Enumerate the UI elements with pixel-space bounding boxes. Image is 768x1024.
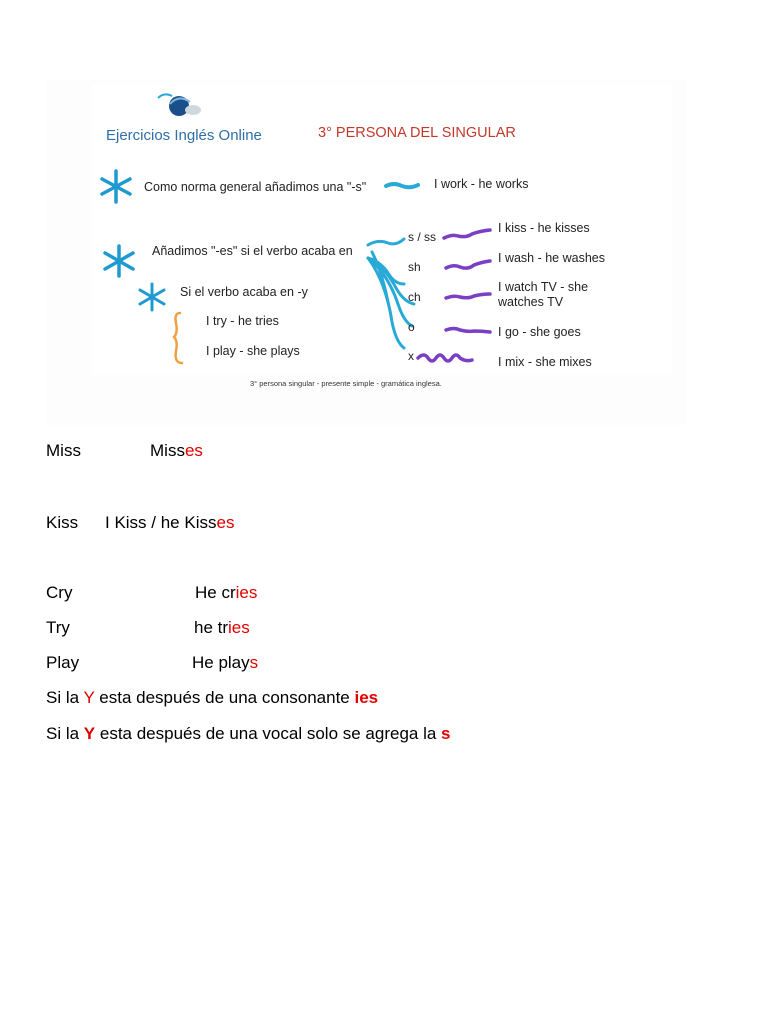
example-watch-2: watches TV (498, 295, 564, 309)
example-try: I try - he tries (206, 314, 279, 328)
rule-suffix: ies (354, 688, 379, 707)
example-kiss: I kiss - he kisses (498, 221, 590, 235)
brand-name: Ejercicios Inglés Online (106, 127, 262, 144)
example-watch-1: I watch TV - she (498, 280, 589, 294)
note-form-play (192, 653, 258, 673)
rule-vowel-y (46, 724, 451, 744)
note-form-kiss (105, 513, 234, 533)
form-suffix: s (249, 653, 259, 672)
form-plain: he tr (194, 618, 229, 637)
rule-y-ending: Si el verbo acaba en -y (180, 285, 308, 299)
infographic-svg (46, 80, 686, 425)
rule-text: Si la (46, 688, 84, 707)
ending-sh: sh (408, 260, 421, 274)
form-plain: I Kiss / he Kiss (105, 513, 217, 532)
rule-text: esta después de una consonante (94, 688, 355, 707)
verb-word: Try (46, 618, 70, 637)
rule-letter-y: Y (83, 724, 96, 743)
form-plain: Miss (150, 441, 185, 460)
form-suffix: ies (228, 618, 250, 637)
note-form-try (194, 618, 250, 638)
form-suffix: ies (235, 583, 258, 602)
rule-general-s: Como norma general añadimos una "-s" (144, 180, 367, 194)
verb-word: Play (46, 653, 80, 672)
note-line-kiss (46, 513, 78, 533)
rule-consonant-y (46, 688, 378, 708)
verb-word: Cry (46, 583, 73, 602)
example-mix: I mix - she mixes (498, 355, 592, 369)
form-suffix: es (216, 513, 235, 532)
verb-word: Kiss (46, 513, 79, 532)
note-form-cry (195, 583, 257, 603)
rule-text: Si la (46, 724, 84, 743)
rule-general-example: I work - he works (434, 177, 529, 191)
ending-ch: ch (408, 290, 421, 304)
example-wash: I wash - he washes (498, 251, 605, 265)
ending-o: o (408, 320, 415, 334)
form-suffix: es (184, 441, 203, 460)
example-play: I play - she plays (206, 344, 300, 358)
note-line-try (46, 618, 70, 638)
note-line-miss (46, 441, 81, 461)
note-line-play (46, 653, 79, 673)
rule-es-endings: Añadimos "-es" si el verbo acaba en (152, 244, 353, 258)
note-line-cry (46, 583, 72, 603)
example-go: I go - she goes (498, 325, 581, 339)
rule-letter-y: Y (83, 688, 95, 707)
verb-word: Miss (46, 441, 81, 460)
infographic-caption: 3° persona singular - presente simple - gramática inglesa. (250, 379, 442, 388)
note-form-miss (150, 441, 203, 461)
ending-s-ss: s / ss (408, 230, 437, 244)
form-plain: He cr (195, 583, 236, 602)
form-plain: He play (192, 653, 250, 672)
rule-suffix: s (441, 724, 451, 743)
grammar-infographic (46, 80, 686, 425)
ending-x: x (408, 349, 414, 363)
rule-text: esta después de una vocal solo se agrega la (95, 724, 442, 743)
infographic-title: 3° PERSONA DEL SINGULAR (318, 125, 516, 141)
